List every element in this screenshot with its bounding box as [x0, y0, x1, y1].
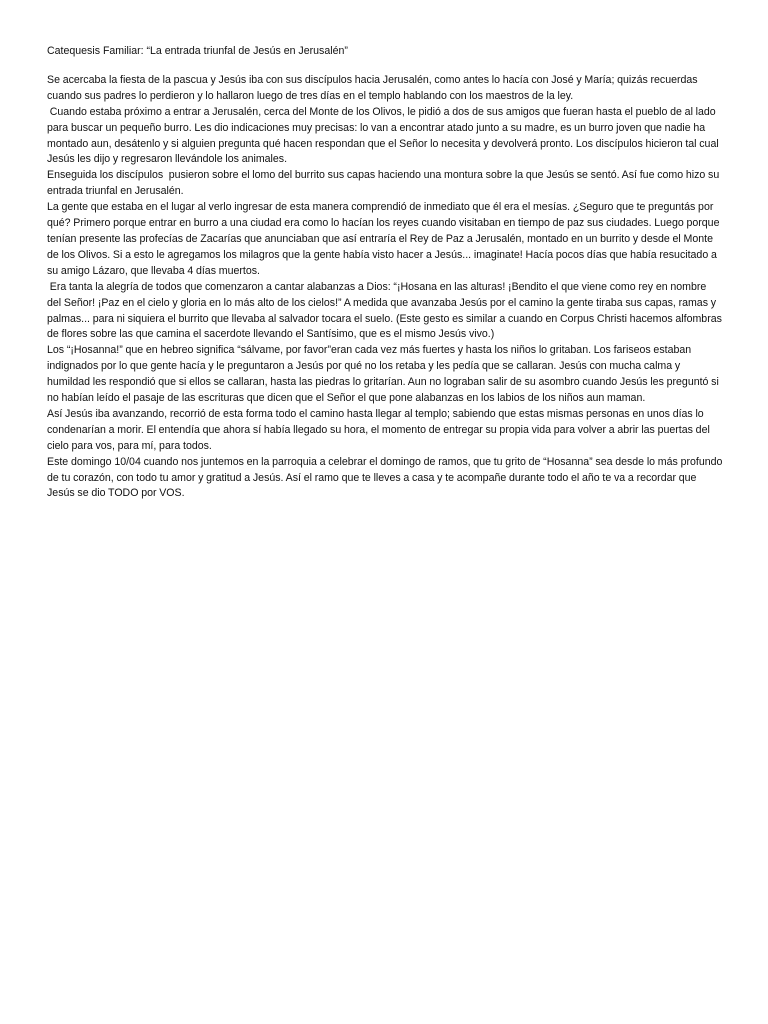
paragraph-2: Cuando estaba próximo a entrar a Jerusalén, cerca del Monte de los Olivos, le pidió a dos de sus amigos que fueran hasta el pueblo de al lado para buscar un pequeño burro. Les dio indicaciones muy precisas: lo van a encontrar atado junto a su madre, es un burro joven que nadie ha montado aun, desátenlo y si alguien pregunta qué hacen respondan que el Señor lo necesita y devolverá pronto. Los discípulos hicieron tal cual Jesús les dijo y regresaron llevándole los animales. [47, 105, 722, 166]
paragraph-3: Enseguida los discípulos pusieron sobre el lomo del burrito sus capas haciendo una montura sobre la que Jesús se sentó. Así fue como hizo su entrada triunfal en Jerusalén. [47, 169, 722, 198]
paragraph-6: Los “¡Hosanna!” que en hebreo significa “sálvame, por favor”eran cada vez más fuertes y hasta los niños lo gritaban. Los fariseos estaban indignados por lo que gente hacía y le preguntaron a Jesús por qué no los retaba y les pedía que se callaran. Jesús con mucha calma y humildad les respondió que si ellos se callaran, hasta las piedras lo gritarían. Aun no lograban salir de su asombro cuando Jesús les preguntó si no habían leído el pasaje de las escrituras que dicen que el Señor el que pone alabanzas en los labios de los niños aun maman. [47, 344, 722, 405]
paragraph-5: Era tanta la alegría de todos que comenzaron a cantar alabanzas a Dios: “¡Hosana en las alturas! ¡Bendito el que viene como rey en nombre del Señor! ¡Paz en el cielo y gloria en lo más alto de los cielos!” A medida que avanzaba Jesús por el camino la gente tiraba sus capas, ramas y palmas... para ni siquiera el burrito que llevaba al salvador tocara el suelo. (Este gesto es similar a cuando en Corpus Christi hacemos alfombras de flores sobre las que camina el sacerdote llevando el Santísimo, que es el mismo Jesús vivo.) [47, 280, 725, 341]
paragraph-1: Se acercaba la fiesta de la pascua y Jesús iba con sus discípulos hacia Jerusalén, como antes lo hacía con José y María; quizás recuerdas cuando sus padres lo perdieron y lo hallaron luego de tres días en el templo hablando con los maestros de la ley. [47, 73, 701, 102]
paragraph-4: La gente que estaba en el lugar al verlo ingresar de esta manera comprendió de inmediato que él era el mesías. ¿Seguro que te preguntás por qué? Primero porque entrar en burro a una ciudad era como lo hacían los reyes cuando visitaban en tiempo de paz sus ciudades. Luego porque tenían presente las profecías de Zacarías que anunciaban que así entraría el Rey de Paz a Jerusalén, montado en un burrito y desde el Monte de los Olivos. Si a esto le agregamos los milagros que la gente había visto hacer a Jesús... imaginate! Hacía pocos días que había resucitado a su amigo Lázaro, que llevaba 4 días muertos. [47, 201, 723, 277]
paragraph-8: Este domingo 10/04 cuando nos juntemos en la parroquia a celebrar el domingo de ramos, que tu grito de “Hosanna” sea desde lo más profundo de tu corazón, con todo tu amor y gratitud a Jesús. Así el ramo que te lleves a casa y te acompañe durante todo el año te va a recordar que Jesús se dio TODO por VOS. [47, 455, 726, 500]
paragraph-7: Así Jesús iba avanzando, recorrió de esta forma todo el camino hasta llegar al templo; sabiendo que estas mismas personas en unos días lo condenarían a morir. El entendía que ahora sí había llegado su hora, el momento de entregar su propia vida para volver a abrir las puertas del cielo para vos, para mí, para todos. [47, 407, 713, 452]
document-body [47, 44, 726, 502]
document-title: Catequesis Familiar: “La entrada triunfal de Jesús en Jerusalén” [47, 45, 348, 57]
